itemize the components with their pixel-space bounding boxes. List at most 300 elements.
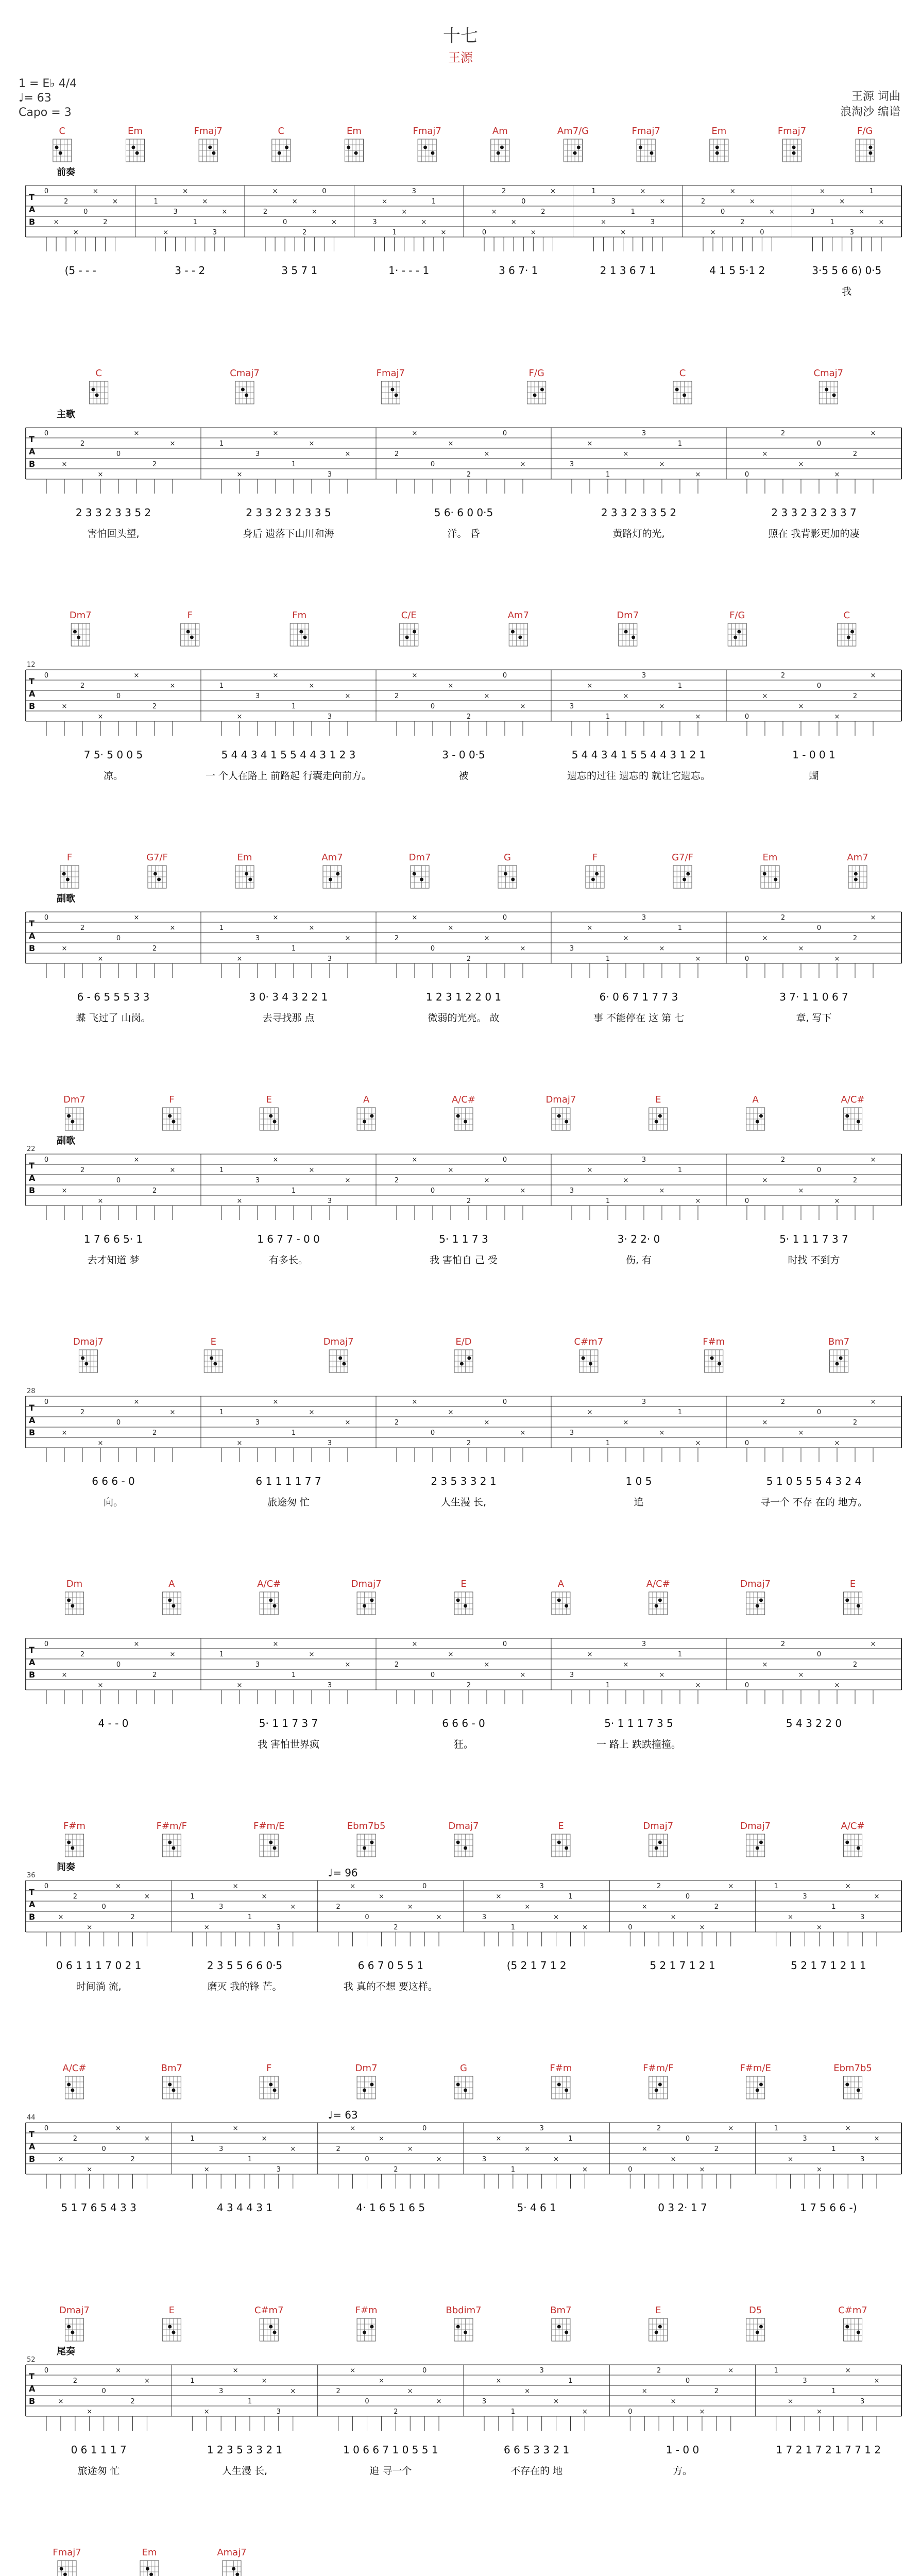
chord-diagram-dot: [857, 1846, 860, 1850]
chord-diagram-dot: [857, 2089, 860, 2092]
lyric-line: 我 真的不想 要这样。: [343, 1981, 438, 1992]
chord-diagram-dot: [431, 151, 434, 155]
tab-note: ×: [272, 1156, 279, 1164]
tab-note: ×: [97, 1682, 104, 1689]
tab-note: 0: [101, 2387, 106, 2395]
tab-note: ×: [73, 229, 79, 236]
tab-note: 1: [247, 2398, 252, 2405]
chord-diagram-dot: [715, 146, 719, 149]
chord-name: Dmaj7: [740, 1579, 771, 1589]
tab-note: 3: [569, 1187, 574, 1195]
section-label: 副歌: [57, 893, 75, 904]
tab-clef: A: [29, 1415, 36, 1425]
chord-diagram-dot: [67, 2083, 71, 2087]
tab-note: ×: [587, 682, 593, 690]
tab-note: ×: [874, 2135, 880, 2143]
tab-note: 1: [568, 1893, 573, 1901]
tab-note: 1: [193, 218, 197, 226]
tab-note: ×: [762, 935, 768, 942]
tab-note: 3: [803, 2135, 807, 2143]
tab-note: 2: [80, 440, 85, 448]
tab-note: ×: [448, 440, 454, 448]
chord-diagram-dot: [186, 630, 190, 634]
tab-note: 2: [394, 935, 399, 942]
tab-note: 1: [291, 1187, 296, 1195]
tab-note: ×: [448, 1651, 454, 1658]
tab-note: 0: [116, 935, 121, 942]
tab-note: 3: [641, 1156, 646, 1164]
tab-note: 0: [44, 2367, 49, 2375]
tab-note: ×: [436, 2398, 442, 2405]
jianpu-notation: 5 1 0 5 5 5 4 3 2 4: [766, 1475, 862, 1487]
tab-note: 1: [568, 2377, 573, 2385]
tab-note: ×: [587, 1651, 593, 1658]
tab-note: 0: [720, 208, 725, 216]
chord-diagram-dot: [655, 1120, 658, 1124]
chord-name: F: [169, 1094, 175, 1105]
chord-diagram-dot: [168, 1599, 172, 1602]
tab-note: ×: [524, 2387, 531, 2395]
tab-note: 3: [803, 1893, 807, 1901]
tab-note: ×: [272, 1640, 279, 1648]
tab-note: ×: [695, 713, 701, 721]
chord-diagram-dot: [737, 630, 741, 634]
chord-name: A/C#: [841, 1821, 865, 1832]
tab-note: 3: [860, 2156, 865, 2163]
chord-name: F#m/F: [643, 2063, 674, 2074]
tab-note: 2: [152, 945, 157, 953]
tab-note: ×: [169, 440, 176, 448]
chord-name: C#m7: [574, 1336, 604, 1347]
jianpu-notation: 1 6 7 7 - 0 0: [257, 1233, 320, 1245]
tab-note: ×: [641, 2387, 647, 2395]
lyric-line: 去寻找那 点: [262, 1012, 315, 1024]
lyric-line: 章, 写下: [796, 1012, 832, 1024]
tab-note: 3: [641, 1640, 646, 1648]
tab-note: 0: [502, 1156, 507, 1164]
tab-note: ×: [202, 198, 208, 206]
tab-note: 0: [101, 2145, 106, 2153]
chord-diagram-dot: [595, 872, 599, 876]
chord-name: C: [59, 126, 66, 137]
chord-name: F#m: [703, 1336, 725, 1347]
chord-diagram-dot: [557, 1114, 561, 1118]
jianpu-notation: 5 4 3 2 2 0: [786, 1717, 842, 1730]
section-label: 间奏: [57, 1862, 75, 1873]
tab-note: ×: [870, 914, 876, 922]
chord-diagram-dot: [73, 630, 77, 634]
chord-name: Bm7: [828, 1336, 850, 1347]
chord-diagram-dot: [168, 1114, 172, 1118]
tempo-change: ♩= 63: [328, 2109, 358, 2121]
chord-name: Am: [492, 126, 508, 137]
chord-diagram-dot: [832, 394, 836, 397]
tab-note: 3: [327, 1439, 332, 1447]
tab-note: 3: [482, 2156, 487, 2163]
tab-note: ×: [749, 198, 755, 206]
jianpu-notation: 3 - 0 0·5: [442, 749, 485, 761]
chord-diagram-dot: [245, 394, 248, 397]
chord-diagram-dot: [420, 878, 423, 882]
tab-note: 2: [302, 229, 307, 236]
chord-diagram-dot: [63, 2573, 67, 2576]
chord-name: E/D: [455, 1336, 472, 1347]
measure-number: 12: [27, 661, 36, 669]
tab-note: ×: [587, 440, 593, 448]
chord-name: Amaj7: [217, 2547, 247, 2558]
chord-name: Fmaj7: [194, 126, 223, 137]
tab-note: 0: [44, 430, 49, 437]
jianpu-notation: 1 0 6 6 7 1 0 5 5 1: [343, 2444, 438, 2456]
tab-note: 0: [482, 229, 487, 236]
chord-diagram-dot: [342, 1362, 346, 1366]
tab-note: ×: [58, 2398, 64, 2405]
tab-note: ×: [878, 218, 884, 226]
measure-number: 28: [27, 1387, 36, 1395]
chord-name: Am7: [321, 852, 343, 863]
chord-diagram-dot: [395, 394, 398, 397]
tab-note: 0: [816, 924, 822, 932]
chord-diagram-dot: [497, 151, 500, 155]
chord-diagram-dot: [825, 388, 828, 392]
chord-diagram-dot: [208, 146, 212, 149]
tab-note: 2: [152, 1671, 157, 1679]
tab-note: 2: [852, 1177, 858, 1184]
chord-diagram-dot: [299, 630, 303, 634]
tab-note: 2: [466, 471, 471, 479]
tab-note: ×: [484, 935, 490, 942]
chord-diagram-dot: [168, 2083, 172, 2087]
lyric-line: 寻一个 不存 在的 地方。: [760, 1497, 868, 1508]
tab-note: ×: [582, 2166, 588, 2174]
tab-note: ×: [97, 713, 104, 721]
chord-diagram-dot: [591, 878, 595, 882]
key-signature: 1 = E♭ 4/4: [19, 77, 77, 90]
tab-note: 1: [605, 955, 610, 963]
chord-name: G: [504, 852, 511, 863]
jianpu-notation: 5· 1 1 1 7 3 5: [604, 1717, 673, 1730]
tab-note: 1: [677, 1651, 683, 1658]
tab-note: ×: [695, 1439, 701, 1447]
tab-note: 1: [510, 2166, 515, 2174]
tab-note: 0: [502, 672, 507, 680]
lyric-line: 被: [458, 770, 469, 782]
tab-note: 3: [255, 1661, 260, 1669]
lyric-line: 时间淌 流,: [76, 1981, 122, 1992]
chord-diagram-dot: [655, 2331, 658, 2334]
tab-note: ×: [834, 713, 840, 721]
tab-note: 0: [365, 2156, 369, 2163]
jianpu-notation: 1 0 5: [625, 1475, 652, 1487]
tab-note: ×: [729, 188, 736, 195]
chord-diagram-dot: [273, 2331, 277, 2334]
chord-name: E: [558, 1821, 564, 1832]
tab-note: 3: [641, 1398, 646, 1406]
jianpu-notation: 0 6 1 1 1 7 0 2 1: [56, 1959, 142, 1972]
tab-note: 3: [372, 218, 377, 226]
lyric-line: 狂。: [453, 1739, 474, 1750]
chord-name: Bbdim7: [446, 2305, 482, 2316]
tab-note: ×: [520, 1671, 526, 1679]
tab-note: ×: [659, 703, 665, 710]
tab-note: ×: [144, 2135, 150, 2143]
tab-note: 2: [714, 1903, 719, 1911]
chord-diagram-dot: [565, 1604, 568, 1608]
tab-note: ×: [659, 1187, 665, 1195]
lyric-line: 方。: [672, 2465, 693, 2477]
tab-note: 0: [502, 1640, 507, 1648]
tab-note: 1: [677, 1166, 683, 1174]
tab-note: ×: [623, 1419, 629, 1427]
lyricist-credit: 王源 词曲: [851, 90, 900, 103]
tab-note: 1: [605, 1682, 610, 1689]
chord-diagram-dot: [675, 388, 679, 392]
jianpu-notation: 1 - 0 0 1: [792, 749, 835, 761]
tab-note: 1: [291, 1671, 296, 1679]
chord-diagram-dot: [95, 394, 99, 397]
tab-note: ×: [133, 1640, 140, 1648]
tab-note: ×: [695, 1682, 701, 1689]
jianpu-notation: 6 6 7 0 5 5 1: [357, 1959, 423, 1972]
tab-note: 2: [852, 1661, 858, 1669]
chord-diagram-dot: [269, 1114, 272, 1118]
chord-diagram-dot: [464, 2089, 467, 2092]
chord-diagram-dot: [582, 1357, 585, 1360]
tab-note: ×: [144, 2377, 150, 2385]
tab-note: ×: [61, 1429, 67, 1437]
chord-name: Dm7: [355, 2063, 378, 2074]
chord-diagram-dot: [456, 1114, 460, 1118]
tab-note: ×: [816, 2408, 822, 2416]
tab-note: 1: [431, 198, 436, 206]
tab-note: ×: [292, 198, 298, 206]
chord-name: G: [460, 2063, 467, 2074]
tab-note: ×: [412, 1640, 418, 1648]
chord-diagram-dot: [363, 1604, 366, 1608]
chord-diagram-dot: [172, 1604, 175, 1608]
tab-note: ×: [236, 1682, 243, 1689]
chord-diagram-dot: [868, 146, 872, 149]
tab-note: ×: [870, 1398, 876, 1406]
chord-diagram-dot: [172, 1846, 175, 1850]
tab-note: ×: [859, 208, 865, 216]
tab-note: ×: [762, 1661, 768, 1669]
chord-diagram-dot: [557, 2083, 561, 2087]
tab-note: 3: [539, 1883, 544, 1890]
tab-note: ×: [309, 1651, 315, 1658]
tab-note: ×: [350, 2125, 356, 2132]
chord-name: D5: [749, 2305, 762, 2316]
chord-name: G7/F: [672, 852, 693, 863]
tab-note: ×: [710, 229, 716, 236]
chord-name: F#m/E: [253, 1821, 285, 1832]
tab-note: 2: [80, 682, 85, 690]
tab-note: ×: [870, 1640, 876, 1648]
tab-note: ×: [623, 1177, 629, 1184]
tab-note: ×: [440, 229, 447, 236]
tab-note: 3: [641, 430, 646, 437]
tab-note: 2: [394, 1924, 398, 1931]
song-title: 十七: [443, 26, 478, 46]
chord-diagram-dot: [278, 151, 281, 155]
chord-name: F#m: [355, 2305, 378, 2316]
chord-name: Em: [347, 126, 362, 137]
jianpu-notation: 6 6 6 - 0: [442, 1717, 485, 1730]
chord-diagram-dot: [655, 1604, 658, 1608]
chord-diagram-dot: [232, 2567, 235, 2571]
tab-note: ×: [448, 924, 454, 932]
tab-note: 3: [276, 2408, 281, 2416]
measure-number: 22: [27, 1145, 36, 1153]
tab-note: 1: [774, 2125, 778, 2132]
chord-diagram-dot: [146, 2567, 149, 2571]
tab-note: 1: [568, 2135, 573, 2143]
chord-diagram-dot: [390, 388, 394, 392]
chord-name: C: [843, 610, 850, 621]
tab-note: ×: [659, 198, 666, 206]
chord-diagram-dot: [759, 1841, 763, 1844]
tab-note: ×: [345, 935, 351, 942]
tab-note: 1: [190, 1893, 195, 1901]
tab-note: ×: [290, 2145, 296, 2153]
lyric-line: 我: [842, 286, 852, 297]
tab-note: ×: [834, 955, 840, 963]
chord-diagram-dot: [168, 2325, 172, 2329]
chord-diagram-dot: [370, 1114, 373, 1118]
tab-note: 2: [466, 955, 471, 963]
tab-note: ×: [699, 2408, 705, 2416]
chord-name: Em: [237, 852, 252, 863]
tab-note: ×: [261, 2377, 267, 2385]
tab-note: ×: [272, 188, 278, 195]
tab-note: 2: [852, 1419, 858, 1427]
jianpu-notation: (5 2 1 7 1 2: [506, 1959, 567, 1972]
chord-diagram-dot: [759, 1114, 763, 1118]
chord-diagram-dot: [347, 146, 350, 149]
tab-note: ×: [484, 1177, 490, 1184]
tab-note: ×: [699, 2166, 705, 2174]
arranger-credit: 浪淘沙 编谱: [840, 106, 900, 118]
tab-clef: T: [29, 2371, 35, 2381]
chord-name: Dm7: [63, 1094, 86, 1105]
chord-name: Cmaj7: [230, 368, 260, 379]
chord-name: F: [266, 2063, 272, 2074]
chord-name: Am7: [847, 852, 868, 863]
chord-diagram-dot: [210, 1357, 213, 1360]
tab-note: 3: [810, 208, 815, 216]
tab-note: 1: [247, 1913, 252, 1921]
tab-note: 1: [774, 2367, 778, 2375]
tab-note: 2: [73, 2377, 77, 2385]
jianpu-notation: 2 3 5 3 3 2 1: [431, 1475, 497, 1487]
tab-note: 2: [80, 1651, 85, 1658]
tab-note: 0: [816, 440, 822, 448]
chord-diagram-dot: [759, 1599, 763, 1602]
tab-note: 2: [103, 218, 108, 226]
chord-name: E: [655, 2305, 661, 2316]
chord-name: E: [210, 1336, 216, 1347]
tab-clef: T: [29, 1887, 35, 1897]
tab-note: 0: [685, 2135, 690, 2143]
chord-name: Ebm7b5: [833, 2063, 872, 2074]
tab-note: ×: [448, 682, 454, 690]
tab-note: ×: [112, 198, 118, 206]
tab-note: 0: [422, 1883, 427, 1890]
tab-note: ×: [169, 682, 176, 690]
tab-note: 3: [255, 1177, 260, 1184]
tab-note: ×: [695, 1197, 701, 1205]
tab-note: 3: [849, 229, 854, 236]
tab-note: 3: [860, 1913, 865, 1921]
lyric-line: 身后 遗落下山川和海: [243, 528, 334, 539]
chord-name: Dm7: [69, 610, 92, 621]
chord-diagram-dot: [77, 636, 80, 639]
chord-diagram-dot: [336, 872, 339, 876]
tab-note: ×: [670, 1913, 676, 1921]
tab-note: ×: [820, 188, 826, 195]
chord-diagram-dot: [756, 2331, 759, 2334]
tab-note: ×: [845, 2367, 851, 2375]
tab-note: ×: [412, 672, 418, 680]
tab-note: ×: [169, 924, 176, 932]
tab-note: ×: [659, 945, 665, 953]
tab-note: ×: [421, 218, 427, 226]
tab-note: ×: [520, 461, 526, 468]
chord-name: Dm7: [617, 610, 639, 621]
tab-note: 1: [591, 188, 596, 195]
chord-name: Em: [142, 2547, 157, 2558]
tab-note: ×: [520, 945, 526, 953]
tab-note: 2: [780, 1156, 786, 1164]
tab-note: ×: [232, 2125, 238, 2132]
tab-clef: B: [29, 701, 36, 711]
chord-diagram-dot: [756, 1604, 759, 1608]
tab-note: 0: [322, 188, 327, 195]
tab-note: ×: [601, 218, 607, 226]
tab-note: 0: [101, 1903, 106, 1911]
jianpu-notation: 7 5· 5 0 0 5: [83, 749, 143, 761]
tab-note: 2: [63, 198, 69, 206]
chord-diagram-dot: [370, 1599, 373, 1602]
tab-note: 2: [466, 713, 471, 721]
tab-note: ×: [92, 188, 98, 195]
tab-note: ×: [61, 945, 67, 953]
tab-clef: B: [29, 2396, 36, 2406]
tab-note: 2: [852, 692, 858, 700]
tab-note: ×: [169, 1409, 176, 1416]
tab-clef: T: [29, 2129, 35, 2139]
chord-diagram-dot: [847, 636, 850, 639]
tab-note: 1: [219, 1409, 224, 1416]
lyric-line: 遗忘的过往 遗忘的 就让它遗忘。: [567, 770, 711, 782]
chord-name: E: [168, 2305, 175, 2316]
tab-note: ×: [236, 471, 243, 479]
jianpu-notation: 4· 1 6 5 1 6 5: [356, 2201, 425, 2214]
tab-clef: A: [29, 689, 36, 699]
chord-diagram-dot: [565, 2089, 568, 2092]
chord-diagram-dot: [235, 2573, 239, 2576]
chord-diagram-dot: [854, 872, 858, 876]
tab-note: 0: [744, 713, 749, 721]
tab-note: 0: [422, 2367, 427, 2375]
tab-clef: B: [29, 1670, 36, 1680]
chord-name: Am7: [507, 610, 529, 621]
chord-name: Fmaj7: [53, 2547, 81, 2558]
tab-note: 3: [173, 208, 178, 216]
tab-note: ×: [623, 450, 629, 458]
tab-note: 0: [116, 450, 121, 458]
tab-note: 3: [860, 2398, 865, 2405]
